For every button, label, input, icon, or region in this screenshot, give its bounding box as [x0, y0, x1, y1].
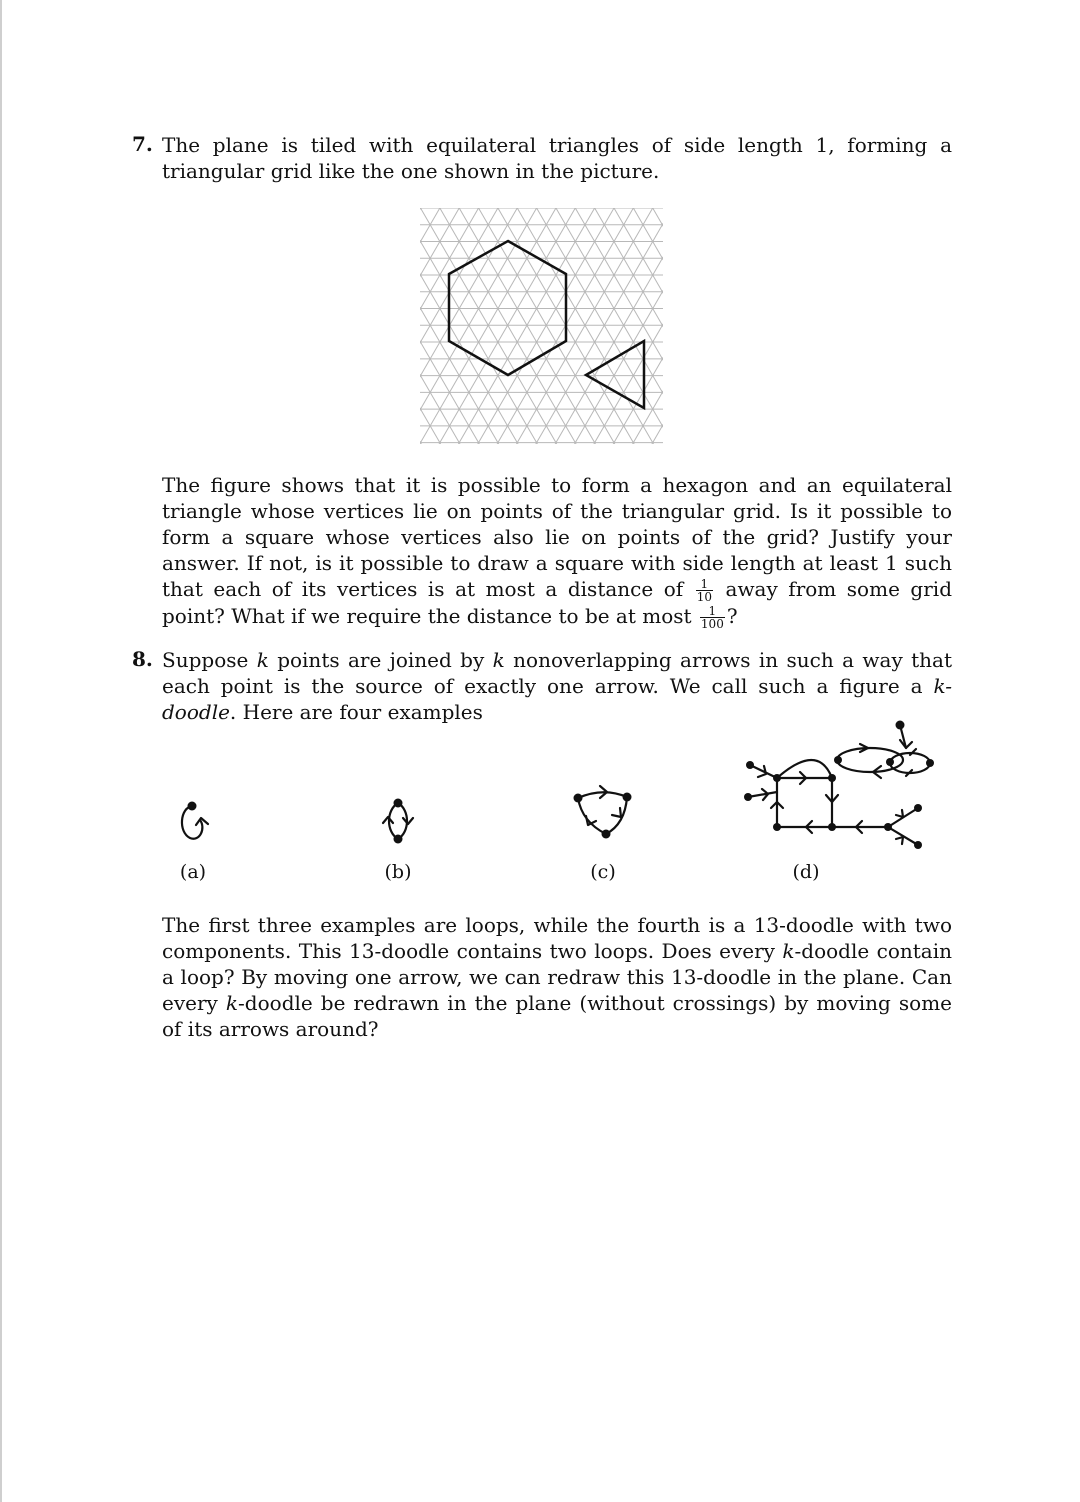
problem-7: [132, 132, 952, 184]
intro-part-2: points are joined by: [268, 648, 493, 672]
intro-part-6: . Here are four examples: [229, 700, 483, 724]
intro-k-1: k: [256, 648, 269, 672]
frac1-num: 1: [696, 578, 713, 591]
figure-label-d: (d): [792, 861, 820, 883]
frac2-den: 100: [700, 617, 724, 631]
body-start: The figure shows that it is possible to form a hexagon and an equilateral triangle whose vertices lie on points of the triangular grid. Is it possible to form a square whose vertices also lie on points of the grid? Justify your answer. If not, is it possible to draw a square with side length at least 1 such that each of its vertices is at most a distance of: [162, 473, 952, 601]
problem-8-question: [132, 912, 952, 1042]
doodle-a: [182, 806, 208, 839]
triangular-grid-figure: [410, 200, 680, 450]
doodle-b: [383, 803, 413, 839]
outro-part-2: -doodle contain a loop? By moving one arrow, we can redraw this 13-doodle in the plane. Can every: [162, 939, 952, 1015]
doodle-c: [578, 786, 627, 834]
frac2-num: 1: [700, 605, 725, 618]
grid-lines: [410, 208, 680, 444]
fraction-one-hundredth: [700, 605, 725, 630]
grid-line: [410, 208, 421, 444]
figure-label-a: (a): [179, 861, 207, 883]
frac1-den: 10: [696, 590, 712, 604]
grid-line: [410, 208, 421, 444]
figure-label-b: (b): [384, 861, 412, 883]
problem-8-outro: [162, 912, 952, 1042]
grid-line: [671, 208, 680, 444]
problem-7-number: 7.: [132, 132, 153, 156]
grid-line: [672, 208, 680, 444]
outro-k-3: k: [225, 991, 239, 1015]
body-mid: away from some grid point? What if we require the distance to be at most: [162, 577, 952, 628]
problem-8-number: 8.: [132, 647, 153, 671]
body-end: ?: [726, 604, 738, 628]
intro-part-0: Suppose: [162, 648, 257, 672]
figure-label-c: (c): [590, 861, 616, 883]
fraction-one-tenth: [696, 578, 713, 603]
outro-part-0: The first three examples are loops, while the fourth is a 13-doodle with two components. This 13-doodle contains two loops. Does every: [162, 913, 952, 963]
problem-7-intro: The plane is tiled with equilateral triangles of side length 1, forming a triangular grid like the one shown in the picture.: [162, 133, 952, 183]
page-left-edge: [0, 0, 2, 1502]
doodle-figures: [150, 712, 950, 892]
intro-part-4: nonoverlapping arrows in such a way that each point is the source of exactly one arrow. We call such a figure a: [162, 648, 952, 698]
outro-k-1: k: [782, 939, 795, 963]
intro-k-3: k: [492, 648, 505, 672]
outro-part-4: -doodle be redrawn in the plane (without crossings) by moving some of its arrows around?: [162, 991, 953, 1041]
problem-7-question: [132, 472, 952, 630]
intro-k-doodle: k-doodle: [162, 674, 952, 724]
problem-7-body: [162, 472, 952, 630]
